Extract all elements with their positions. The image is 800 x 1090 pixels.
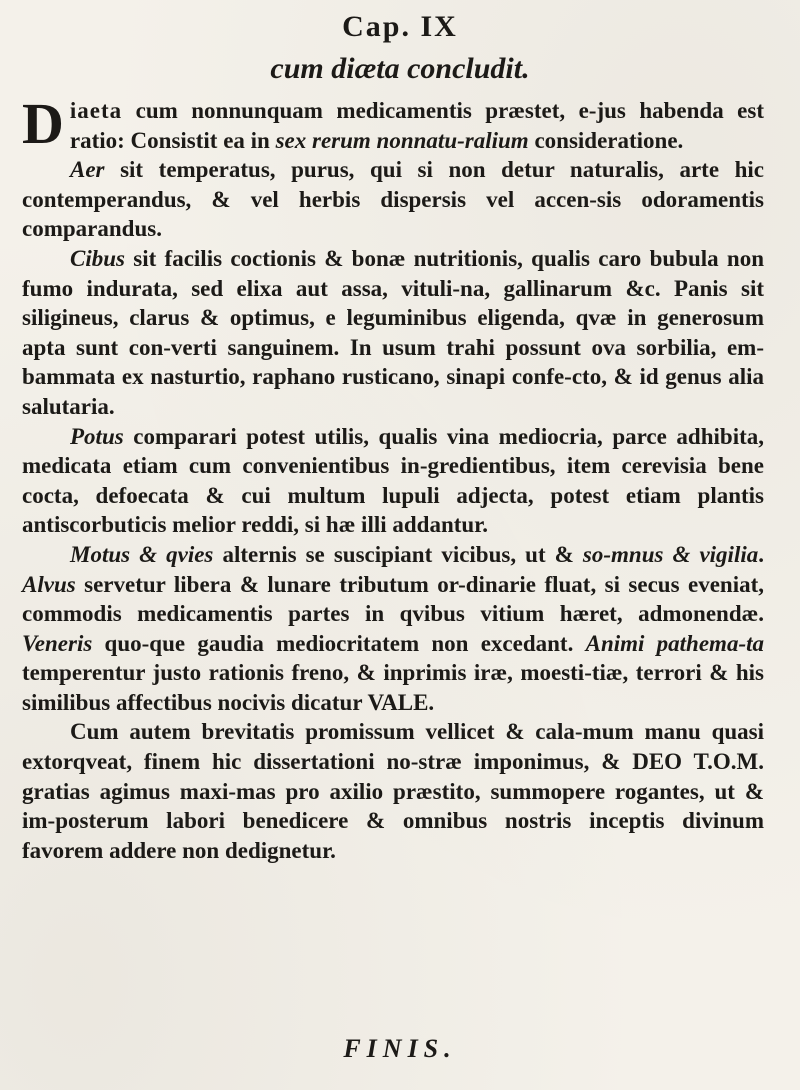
italic-term: Aer <box>70 157 105 183</box>
paragraph-aer <box>22 155 764 244</box>
chapter-heading: Cap. IX <box>342 10 458 43</box>
paragraph-text: alternis se suscipiant vicibus, ut & <box>213 541 583 567</box>
italic-term: Alvus <box>22 571 76 597</box>
paragraph-text: consideratione. <box>528 127 684 153</box>
italic-term: so-mnus & vigilia <box>582 541 759 567</box>
italic-term: Motus & qvies <box>70 541 214 567</box>
paragraph-potus <box>22 422 764 540</box>
italic-term: Potus <box>70 423 124 449</box>
italic-term: sex rerum nonnatu-ralium <box>275 127 529 153</box>
chapter-subtitle: cum diæta concludit. <box>270 52 530 85</box>
drop-cap: D <box>22 91 64 156</box>
paragraph-text: . <box>758 541 764 567</box>
paragraph-text: quo-que gaudia mediocritatem non excedant. <box>92 630 586 656</box>
paragraph-text: temperentur justo rationis freno, & inprimis iræ, moesti-tiæ, terrori & his similibus affectibus nocivis dicatur VALE. <box>22 660 764 715</box>
italic-term: Veneris <box>22 630 93 656</box>
paragraph-text: cum nonnunquam medicamentis præstet, e-jus habenda est ratio: Consistit ea in <box>69 98 764 153</box>
finis-mark: FINIS. <box>343 1034 457 1063</box>
paragraph-text: Cum autem brevitatis promissum vellicet & cala-mum manu quasi extorqveat, finem hic dissertationi no-stræ imponimus, & DEO T.O.M. gratias agimus maxi-mas pro axilio præstito, summopere rogantes, ut & im-posterum labori benedicere & omnibus nostris inceptis divinum favorem addere non dedignetur. <box>22 719 764 863</box>
paragraph-text: comparari potest utilis, qualis vina mediocria, parce adhibita, medicata etiam cum convenientibus in-gredientibus, item cerevisia bene cocta, defoecata & cui multum lupuli adjecta, potest etiam plantis antiscorbuticis melior reddi, si hæ illi addantur. <box>22 423 764 538</box>
paragraph-diaeta <box>22 91 764 156</box>
paragraph-motus <box>22 540 764 718</box>
paragraph-text: servetur libera & lunare tributum or-dinarie fluat, si secus eveniat, commodis medicamentis partes in qvibus vitium hæret, admonendæ. <box>22 571 764 627</box>
italic-term: Animi pathema-ta <box>585 630 765 656</box>
paragraph-text: sit temperatus, purus, qui si non detur naturalis, arte hic contemperandus, & vel herbis dispersis vel accen-sis odoramentis comparandus. <box>22 157 764 242</box>
lead-word: iaeta <box>69 98 123 123</box>
italic-term: Cibus <box>70 245 125 271</box>
paragraph-conclusion <box>22 717 764 865</box>
paragraph-cibus <box>22 244 764 422</box>
paragraph-text: sit facilis coctionis & bonæ nutritionis, qualis caro bubula non fumo indurata, sed elixa aut assa, vituli-na, gallinarum &c. Panis sit siligineus, clarus & optimus, e leguminibus eligenda, qvæ in generosum apta sunt con-verti sanguinem. In usum trahi possunt ova sorbilia, em-bammata ex nasturtio, raphano rusticano, sinapi confe-cto, & id genus alia salutaria. <box>22 245 764 419</box>
body-text <box>22 91 765 865</box>
